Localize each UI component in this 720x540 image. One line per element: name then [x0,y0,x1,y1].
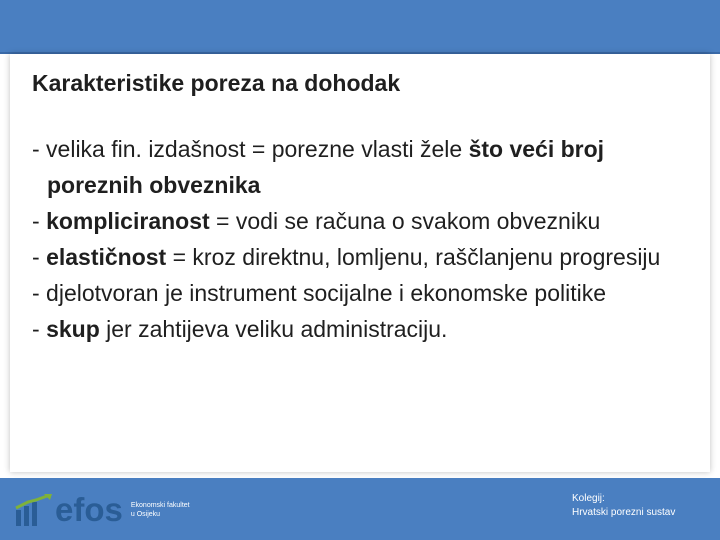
efos-logo [14,490,201,530]
bullet-item [32,275,702,311]
logo-subtitle-line1: Ekonomski fakultet [130,502,190,509]
course-label: Kolegij: [572,493,605,504]
logo-wordmark: efos [55,491,123,528]
top-banner [0,0,720,54]
bullet-text: = kroz direktnu, lomljenu, raščlanjenu progresiju [166,244,661,270]
bullet-emphasis: kompliciranost [46,208,210,234]
bullet-item [32,239,702,275]
slide-content [10,54,710,472]
logo-subtitle-line2: u Osijeku [130,511,161,518]
bullet-item [32,311,702,347]
bullet-text: = vodi se računa o svakom obvezniku [209,208,601,234]
bullet-text: - djelotvoran je instrument socijalne i ekonomske politike [32,280,607,306]
bullet-emphasis: što veći broj poreznih obveznika [47,136,605,198]
bullet-text: - velika fin. izdašnost = porezne vlasti žele [32,136,469,162]
slide-title: Karakteristike poreza na dohodak [32,70,401,96]
logo-bars-icon [14,494,54,526]
course-name: Hrvatski porezni sustav [572,507,676,518]
course-info [572,492,675,520]
logo-subtitle [131,501,201,519]
bullet-list [32,131,702,347]
bullet-item [32,203,702,239]
bullet-text: - [32,208,47,234]
bullet-text: - [32,244,47,270]
bullet-item [32,131,702,203]
bullet-emphasis: elastičnost [46,244,167,270]
footer-bar [0,478,720,540]
bullet-text: - [32,316,47,342]
bullet-emphasis: skup [46,316,100,342]
bullet-text: jer zahtijeva veliku administraciju. [99,316,448,342]
